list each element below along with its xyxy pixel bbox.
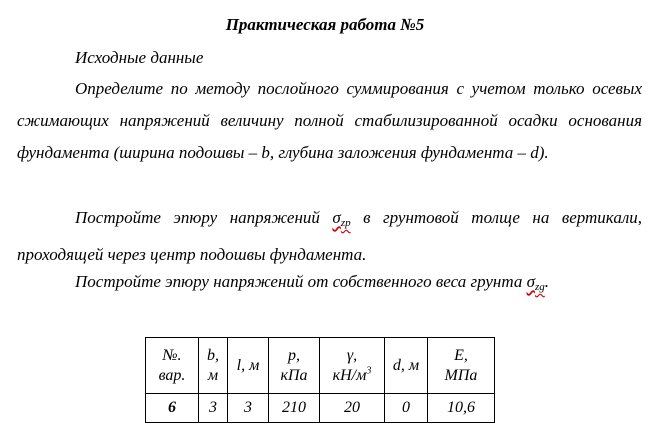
cell-pressure-p: 210 (269, 394, 320, 423)
header-depth-d: d, м (385, 338, 428, 394)
section-heading: Исходные данные (75, 48, 204, 67)
cell-width-b: 3 (199, 394, 228, 423)
header-modulus-e: E, МПа (428, 338, 495, 394)
cell-modulus-e: 10,6 (428, 394, 495, 423)
cell-unit-weight: 20 (320, 394, 385, 423)
paragraph-task-self-weight (17, 266, 642, 303)
paragraph-task-stress-diagram (17, 202, 642, 271)
input-data-table (145, 337, 495, 423)
sigma-subscript: zg (534, 281, 545, 293)
header-length-l: l, м (228, 338, 269, 394)
header-pressure-p: p, кПа (269, 338, 320, 394)
cell-length-l: 3 (228, 394, 269, 423)
page-title: Практическая работа №5 (225, 15, 425, 34)
paragraph-text: Постройте эпюру напряжений от собственного веса грунта (75, 272, 527, 291)
paragraph-text: Постройте эпюру напряжений (75, 208, 333, 227)
sigma-symbol: σ (332, 208, 341, 227)
header-width-b: b, м (199, 338, 228, 394)
sigma-subscript: zp (340, 217, 351, 229)
header-variant: №. вар. (146, 338, 199, 394)
sigma-symbol: σ (526, 272, 535, 291)
cell-variant: 6 (146, 394, 199, 423)
paragraph-text: в грунтовой толще на вертикали, проходящей через центр подошвы фундамента. (17, 208, 642, 264)
table-header-row (146, 338, 495, 394)
header-unit-weight: γ, $кН/м^3$ (320, 338, 385, 394)
paragraph-text: . (544, 272, 550, 291)
cell-depth-d: 0 (385, 394, 428, 423)
paragraph-task-settlement: Определите по методу послойного суммирования с учетом только осевых сжимающих напряжений величину полной стабилизированной осадки основания фундамента (ширина подошвы – b, глубина заложения фундамента – d). (17, 79, 642, 162)
table-row (146, 394, 495, 423)
